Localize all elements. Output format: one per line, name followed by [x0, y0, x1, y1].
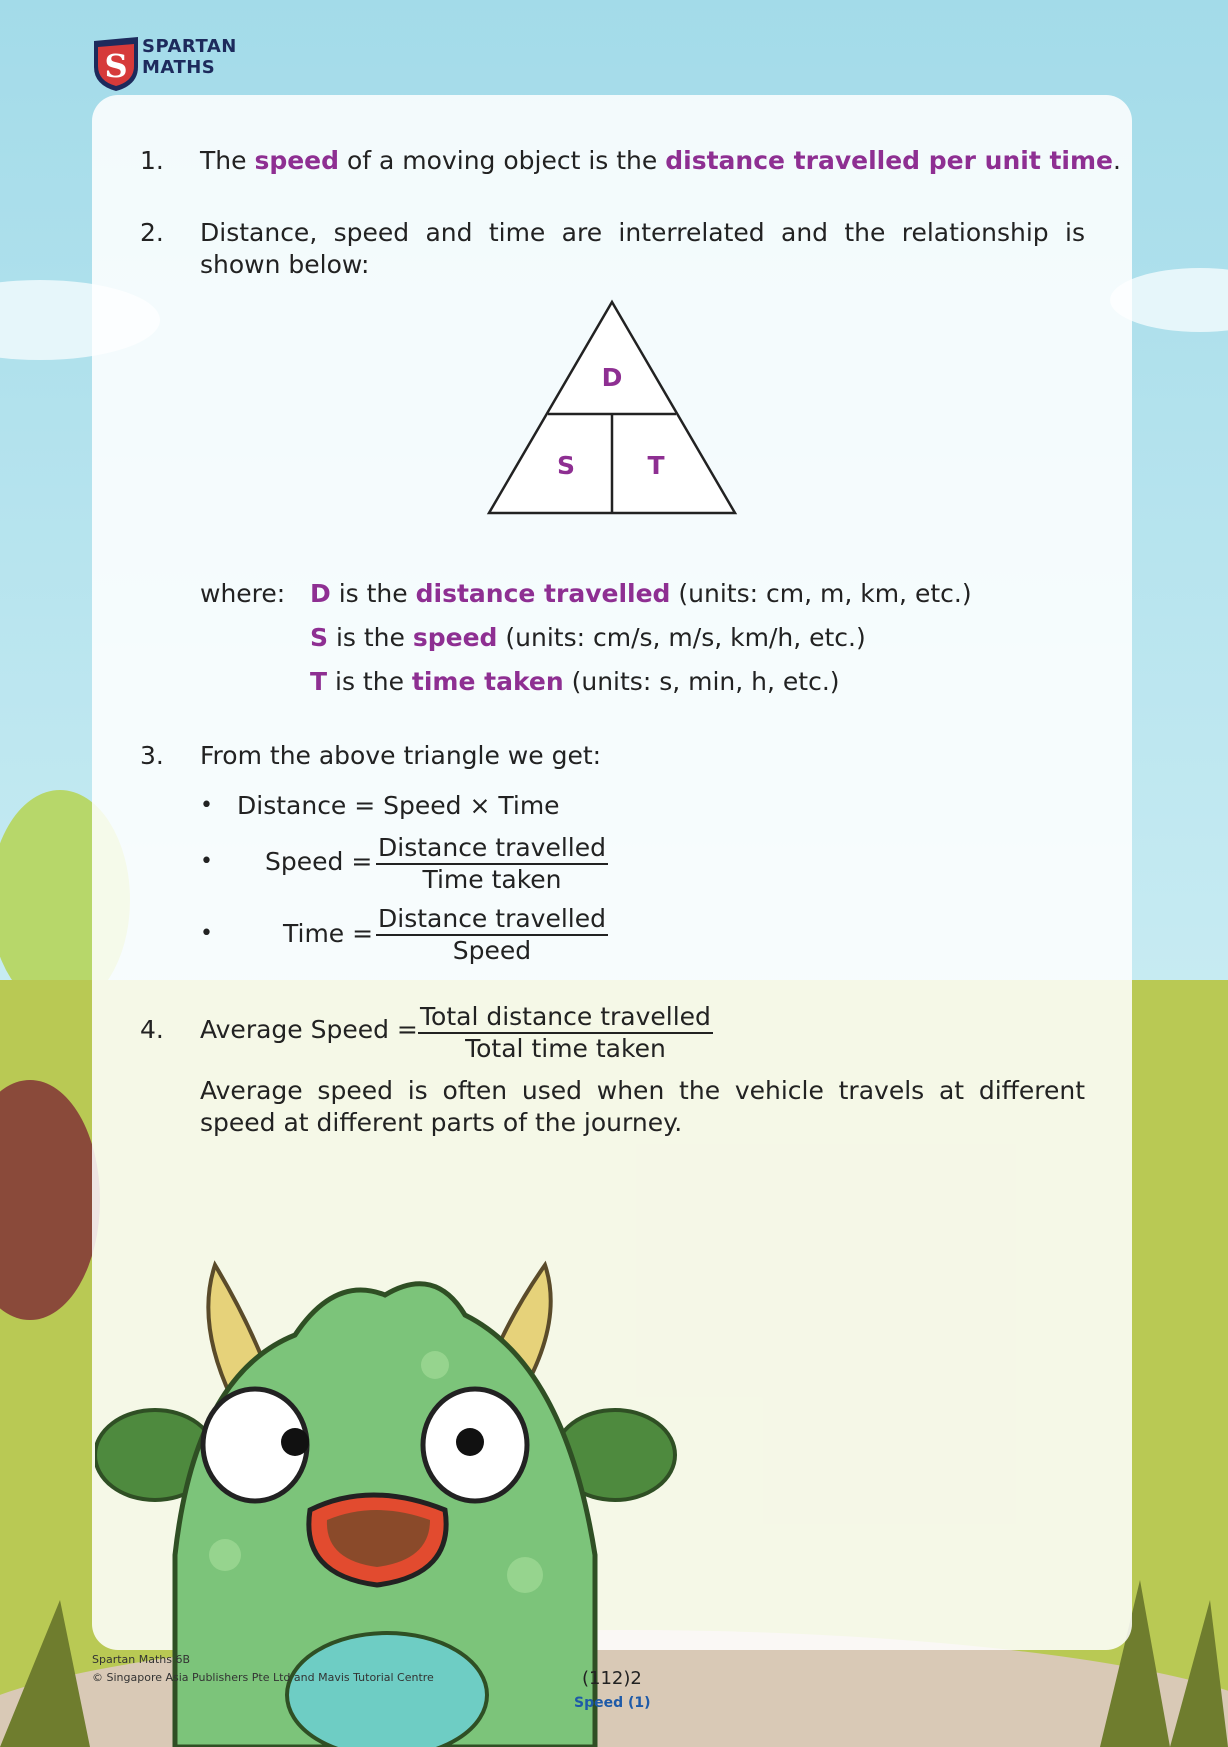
where-label: where:	[200, 579, 286, 608]
definition-distance	[310, 578, 972, 610]
definition-term: time taken	[411, 667, 564, 696]
triangle-label-top: D	[601, 363, 623, 392]
definition-pre: is the	[328, 623, 413, 652]
item-number: 1.	[140, 146, 164, 175]
definition-symbol: T	[310, 667, 328, 696]
fraction-denominator: Total time taken	[465, 1034, 666, 1063]
logo-text	[142, 36, 237, 78]
bullet: •	[200, 921, 213, 946]
bullet: •	[200, 793, 213, 818]
item-number: 4.	[140, 1015, 164, 1044]
fraction-numerator: Distance travelled	[376, 834, 608, 865]
logo-line-1: SPARTAN	[142, 36, 237, 57]
footer-book-title: Spartan Maths 6B	[92, 1653, 191, 1666]
fraction-numerator: Total distance travelled	[418, 1003, 713, 1034]
svg-text:S: S	[104, 47, 128, 85]
item-1-highlight-definition: distance travelled per unit time	[665, 146, 1114, 175]
item-1-part: of a moving object is the	[339, 146, 666, 175]
fraction-denominator: Speed	[452, 936, 532, 965]
definition-term: speed	[412, 623, 498, 652]
average-speed-label: Average Speed =	[200, 1015, 418, 1044]
triangle-label-right: T	[647, 451, 665, 480]
fraction-numerator: Distance travelled	[376, 905, 608, 936]
definition-symbol: S	[310, 623, 329, 652]
dst-triangle-diagram	[486, 299, 738, 517]
formula-distance: Distance = Speed × Time	[237, 791, 560, 820]
logo-line-2: MATHS	[142, 57, 216, 78]
definition-units: (units: s, min, h, etc.)	[563, 667, 840, 696]
definition-units: (units: cm/s, m/s, km/h, etc.)	[497, 623, 866, 652]
footer-copyright: © Singapore Asia Publishers Pte Ltd and Mavis Tutorial Centre	[92, 1671, 434, 1684]
footer-topic: Speed (1)	[574, 1695, 651, 1711]
footer-page-number: (112)2	[582, 1668, 642, 1689]
formula-speed-fraction	[376, 834, 608, 894]
formula-time-label: Time =	[283, 919, 374, 948]
definition-symbol: D	[310, 579, 331, 608]
item-number: 2.	[140, 218, 164, 247]
item-1-part: .	[1113, 146, 1121, 175]
definition-time	[310, 666, 840, 698]
definition-term: distance travelled	[415, 579, 671, 608]
definition-pre: is the	[327, 667, 412, 696]
formula-speed-label: Speed =	[265, 847, 373, 876]
item-3-text: From the above triangle we get:	[200, 741, 602, 770]
average-speed-fraction	[418, 1003, 713, 1063]
triangle-label-left: S	[556, 451, 576, 480]
item-1-highlight-speed: speed	[254, 146, 340, 175]
fraction-denominator: Time taken	[422, 865, 562, 894]
bullet: •	[200, 849, 213, 874]
item-1-text	[200, 145, 1121, 177]
definition-pre: is the	[330, 579, 416, 608]
formula-time-fraction	[376, 905, 608, 965]
item-2-text: Distance, speed and time are interrelated and the relationship is shown below:	[200, 218, 1085, 279]
definition-units: (units: cm, m, km, etc.)	[670, 579, 972, 608]
item-number: 3.	[140, 741, 164, 770]
item-1-part: The	[200, 146, 255, 175]
definition-speed	[310, 622, 866, 654]
average-speed-note: Average speed is often used when the vehicle travels at different speed at different parts of the journey.	[200, 1076, 1085, 1137]
